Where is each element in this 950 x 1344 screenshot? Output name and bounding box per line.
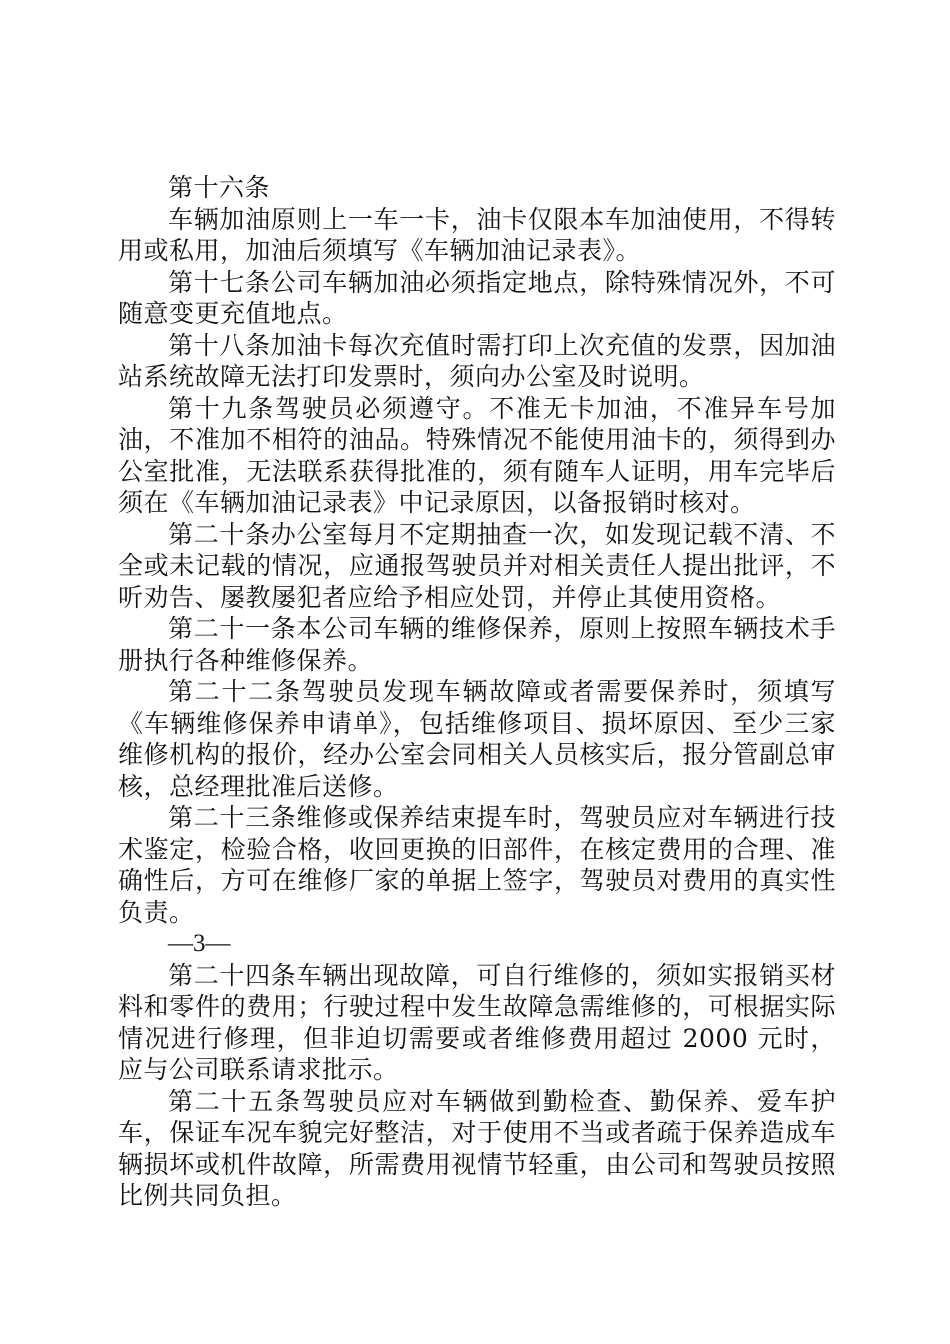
paragraph: 第二十一条本公司车辆的维修保养，原则上按照车辆技术手册执行各种维修保养。 [118, 614, 836, 675]
paragraph: 第十九条驾驶员必须遵守。不准无卡加油，不准异车号加油，不准加不相符的油品。特殊情况不能使用油卡的，须得到办公室批准，无法联系获得批准的，须有随车人证明，用车完毕后须在《车辆加油记录表》中记录原因，以备报销时核对。 [118, 393, 836, 517]
paragraph: 第二十条办公室每月不定期抽查一次，如发现记载不清、不全或未记载的情况，应通报驾驶员并对相关责任人提出批评，不听劝告、屡教屡犯者应给予相应处罚，并停止其使用资格。 [118, 519, 836, 612]
paragraph: 车辆加油原则上一车一卡，油卡仅限本车加油使用，不得转用或私用，加油后须填写《车辆加油记录表》。 [118, 204, 836, 265]
document-page [118, 172, 836, 1212]
paragraph: 第二十四条车辆出现故障，可自行维修的，须如实报销买材料和零件的费用；行驶过程中发生故障急需维修的，可根据实际情况进行修理，但非迫切需要或者维修费用超过 2000 元时，应与公司联系请求批示。 [118, 960, 836, 1084]
paragraph: 第二十二条驾驶员发现车辆故障或者需要保养时，须填写《车辆维修保养申请单》，包括维修项目、损坏原因、至少三家维修机构的报价，经办公室会同相关人员核实后，报分管副总审核，总经理批准后送修。 [118, 677, 836, 801]
paragraph: 第二十三条维修或保养结束提车时，驾驶员应对车辆进行技术鉴定，检验合格，收回更换的旧部件，在核定费用的合理、准确性后，方可在维修厂家的单据上签字，驾驶员对费用的真实性负责。 [118, 803, 836, 927]
paragraph: 第十七条公司车辆加油必须指定地点，除特殊情况外，不可随意变更充值地点。 [118, 267, 836, 328]
paragraph: 第二十五条驾驶员应对车辆做到勤检查、勤保养、爱车护车，保证车况车貌完好整洁，对于使用不当或者疏于保养造成车辆损坏或机件故障，所需费用视情节轻重，由公司和驾驶员按照比例共同负担。 [118, 1086, 836, 1210]
page-number: —3— [168, 930, 231, 957]
paragraph: 第十八条加油卡每次充值时需打印上次充值的发票，因加油站系统故障无法打印发票时，须向办公室及时说明。 [118, 330, 836, 391]
article-heading: 第十六条 [168, 173, 271, 202]
